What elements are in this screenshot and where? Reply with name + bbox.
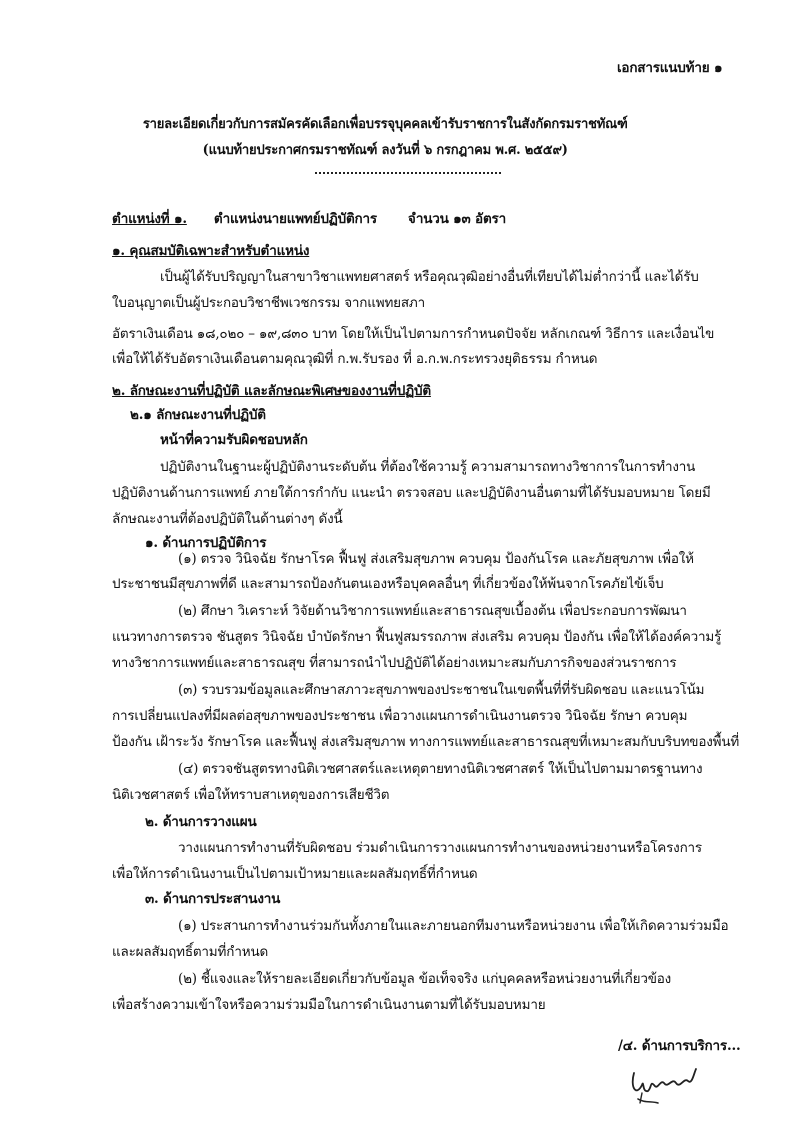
attachment-label: เอกสารแนบท้าย ๑ <box>617 60 723 76</box>
coordination-heading: ๓. ด้านการประสานงาน <box>145 891 281 907</box>
position-name: ตำแหน่งนายแพทย์ปฏิบัติการ <box>213 211 377 227</box>
operations-item: ประชาชนมีสุขภาพที่ดี และสามารถป้องกันตนเองหรือบุคคลอื่นๆ ที่เกี่ยวข้องให้พ้นจากโรคภัยไข้เจ็บ <box>112 576 664 592</box>
coordination-item: (๑) ประสานการทำงานร่วมกันทั้งภายในและภายนอกทีมงานหรือหน่วยงาน เพื่อให้เกิดความร่วมมือ <box>178 918 729 934</box>
section2-heading: ๒. ลักษณะงานที่ปฏิบัติ และลักษณะพิเศษของงานที่ปฏิบัติ <box>112 383 431 399</box>
planning-line: วางแผนการทำงานที่รับผิดชอบ ร่วมดำเนินการวางแผนการทำงานของหน่วยงานหรือโครงการ <box>178 840 702 856</box>
salary-line: เพื่อให้ได้รับอัตราเงินเดือนตามคุณวุฒิที่ ก.พ.รับรอง ที่ อ.ก.พ.กระทรวงยุติธรรม กำหนด <box>112 351 598 367</box>
operations-item: แนวทางการตรวจ ชันสูตร วินิจฉัย บำบัดรักษา ฟื้นฟูสมรรถภาพ ส่งเสริม ควบคุม ป้องกัน เพื่อให้ได้องค์ความรู้ <box>112 629 722 645</box>
duty-heading: หน้าที่ความรับผิดชอบหลัก <box>160 432 308 448</box>
operations-item: ทางวิชาการแพทย์และสาธารณสุข ที่สามารถนำไปปฏิบัติได้อย่างเหมาะสมกับภารกิจของส่วนราชการ <box>112 655 677 671</box>
operations-item: ป้องกัน เฝ้าระวัง รักษาโรค และฟื้นฟู ส่งเสริมสุขภาพ ทางการแพทย์และสาธารณสุขที่เหมาะสมกับบริบทของพื้นที่ <box>112 734 740 750</box>
position-label: ตำแหน่งที่ ๑. <box>112 211 187 227</box>
planning-heading: ๒. ด้านการวางแผน <box>145 814 257 830</box>
signature-initials-icon <box>628 1063 700 1107</box>
planning-line: เพื่อให้การดำเนินงานเป็นไปตามเป้าหมายและผลสัมฤทธิ์ที่กำหนด <box>112 866 478 882</box>
qualification-line: ใบอนุญาตเป็นผู้ประกอบวิชาชีพเวชกรรม จากแพทยสภา <box>112 295 425 311</box>
operations-item: (๑) ตรวจ วินิจฉัย รักษาโรค ฟื้นฟู ส่งเสริมสุขภาพ ควบคุม ป้องกันโรค และภัยสุขภาพ เพื่อให้ <box>178 551 694 567</box>
coordination-item: เพื่อสร้างความเข้าใจหรือความร่วมมือในการดำเนินงานตามที่ได้รับมอบหมาย <box>112 997 546 1013</box>
intro-line: ปฏิบัติงานในฐานะผู้ปฏิบัติงานระดับต้น ที่ต้องใช้ความรู้ ความสามารถทางวิชาการในการทำงาน <box>160 459 696 475</box>
coordination-item: และผลสัมฤทธิ์ตามที่กำหนด <box>112 944 269 960</box>
position-row <box>112 213 506 227</box>
section2-sub-heading: ๒.๑ ลักษณะงานที่ปฏิบัติ <box>130 407 266 423</box>
intro-line: ปฏิบัติงานด้านการแพทย์ ภายใต้การกำกับ แนะนำ ตรวจสอบ และปฏิบัติงานอื่นตามที่ได้รับมอบหมาย โดยมี <box>112 485 711 501</box>
coordination-item: (๒) ชี้แจงและให้รายละเอียดเกี่ยวกับข้อมูล ข้อเท็จจริง แก่บุคคลหรือหน่วยงานที่เกี่ยวข้อง <box>178 971 672 987</box>
operations-item: (๔) ตรวจชันสูตรทางนิติเวชศาสตร์และเหตุตายทางนิติเวชศาสตร์ ให้เป็นไปตามมาตรฐานทาง <box>178 761 703 777</box>
document-subtitle: (แนบท้ายประกาศกรมราชทัณฑ์ ลงวันที่ ๖ กรกฎาคม พ.ศ. ๒๕๕๙) <box>202 142 568 158</box>
operations-heading: ๑. ด้านการปฏิบัติการ <box>145 535 267 551</box>
section1-heading: ๑. คุณสมบัติเฉพาะสำหรับตำแหน่ง <box>112 243 310 259</box>
qualification-line: เป็นผู้ได้รับปริญญาในสาขาวิชาแพทยศาสตร์ หรือคุณวุฒิอย่างอื่นที่เทียบได้ไม่ต่ำกว่านี้ และได้รับ <box>160 269 699 285</box>
position-count: จำนวน ๑๓ อัตรา <box>407 211 506 227</box>
title-divider <box>315 172 501 174</box>
operations-item: (๒) ศึกษา วิเคราะห์ วิจัยด้านวิชาการแพทย์และสาธารณสุขเบื้องต้น เพื่อประกอบการพัฒนา <box>178 603 687 619</box>
operations-item: การเปลี่ยนแปลงที่มีผลต่อสุขภาพของประชาชน เพื่อวางแผนการดำเนินงานตรวจ วินิจฉัย รักษา ควบคุม <box>112 708 688 724</box>
document-title: รายละเอียดเกี่ยวกับการสมัครคัดเลือกเพื่อบรรจุบุคคลเข้ารับราชการในสังกัดกรมราชทัณฑ์ <box>142 116 628 132</box>
operations-item: นิติเวชศาสตร์ เพื่อให้ทราบสาเหตุของการเสียชีวิต <box>112 787 390 803</box>
intro-line: ลักษณะงานที่ต้องปฏิบัติในด้านต่างๆ ดังนี้ <box>112 511 343 527</box>
operations-item: (๓) รวบรวมข้อมูลและศึกษาสภาวะสุขภาพของประชาชนในเขตพื้นที่ที่รับผิดชอบ และแนวโน้ม <box>178 682 705 698</box>
continued-label: /๔. ด้านการบริการ... <box>618 1038 741 1054</box>
salary-line: อัตราเงินเดือน ๑๘,๐๒๐ – ๑๙,๘๓๐ บาท โดยให้เป็นไปตามการกำหนดปัจจัย หลักเกณฑ์ วิธีการ และเงื่อนไข <box>112 326 715 342</box>
